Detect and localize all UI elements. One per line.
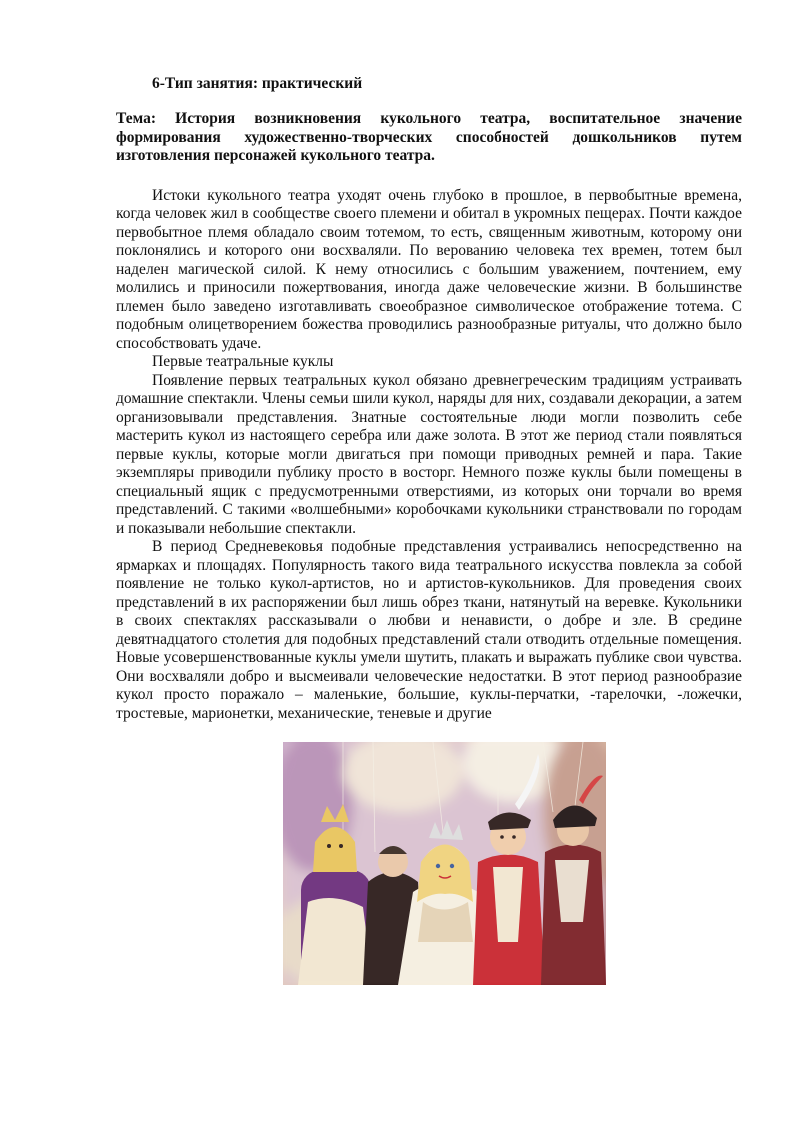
paragraph-middle-ages: В период Средневековья подобные представления устраивались непосредственно на ярмарках и площадях. Популярность такого вида театрального искусства повлекла за собой появление не только кукол-артистов, но и артистов-кукольников. Для проведения своих представлений в их распоряжении был лишь обрез ткани, натянутый на веревке. Кукольники в своих спектаклях рассказывали о любви и ненависти, о добре и зле. В средине девятнадцатого столетия для подобных представлений стали отводить отдельные помещения. Новые усовершенствованные куклы умели шутить, плакать и выражать публике свои чувства. Они восхваляли добро и высмеивали человеческие недостатки. В этот период разнообразие кукол просто поражало – маленькие, большие, куклы-перчатки, -тарелочки, -ложечки, тростевые, марионетки, механические, теневые и другие xyxy=(116,538,742,722)
topic-heading: Тема: История возникновения кукольного театра, воспитательное значение формирования художественно-творческих способностей дошкольников путем изготовления персонажей кукольного театра. xyxy=(116,110,742,164)
lesson-type-heading: 6-Тип занятия: практический xyxy=(152,75,363,92)
subheading-first-puppets: Первые театральные куклы xyxy=(152,353,334,370)
paragraph-origins: Истоки кукольного театра уходят очень глубоко в прошлое, в первобытные времена, когда человек жил в сообществе своего племени и обитал в укромных пещерах. Почти каждое первобытное племя обладало своим тотемом, то есть, священным животным, которому они поклонялись и которого они восхваляли. По верованию человека тех времен, тотем был наделен магической силой. К нему относились с большим уважением, почтением, ему молились и приносили пожертвования, иногда даже человеческие жизни. В большинстве племен было заведено изготавливать своеобразное символическое отображение тотема. С подобным олицетворением божества проводились разнообразные ритуалы, что должно было способствовать удаче. xyxy=(116,186,742,352)
marionette-puppets-photo xyxy=(283,742,606,985)
paragraph-greek-traditions: Появление первых театральных кукол обязано древнегреческим традициям устраивать домашние спектакли. Члены семьи шили кукол, наряды для них, создавали декорации, а затем организовывали представления. Знатные состоятельные люди могли позволить себе мастерить кукол из настоящего серебра или даже золота. В этот же период стали появляться первые куклы, которые могли двигаться при помощи приводных ремней и пара. Такие экземпляры приводили публику просто в восторг. Немного позже куклы были помещены в специальный ящик с предусмотренными отверстиями, из которых они торчали во время представлений. С такими «волшебными» коробочками кукольники странствовали по городам и показывали небольшие спектакли. xyxy=(116,371,742,537)
document-page xyxy=(116,74,742,723)
